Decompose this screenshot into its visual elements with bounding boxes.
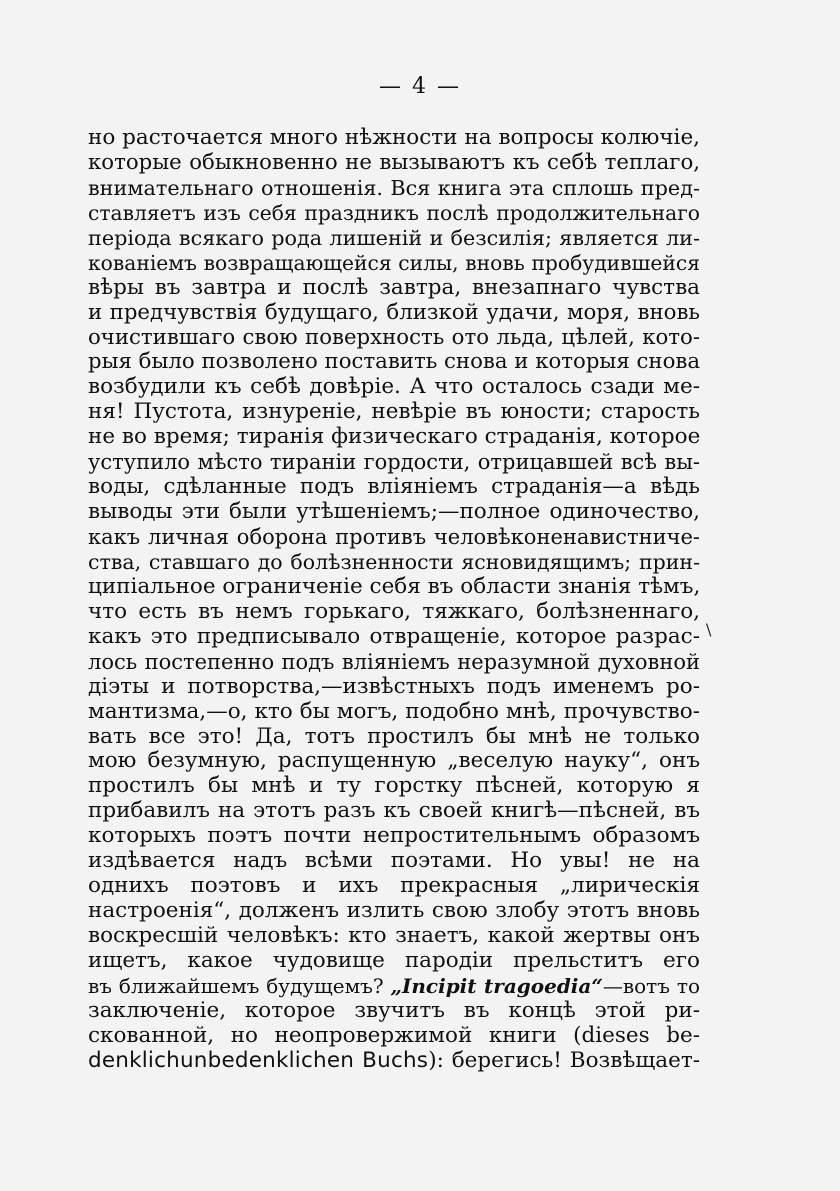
text-line: какъ это предписывало отвращеніе, которое разрас- xyxy=(88,623,700,649)
text-line: скованной, но неопровержимой книги (dieses be- xyxy=(88,1022,700,1048)
text-line: настроенія“, долженъ излить свою злобу этотъ вновь xyxy=(88,898,700,924)
text-line: діэты и потворства,—извѣстныхъ подъ именемъ ро- xyxy=(88,673,700,699)
text-line: уступило мѣсто тираніи гордости, отрицавшей всѣ вы- xyxy=(88,450,700,475)
text-line: ищетъ, какое чудовище пародіи прельститъ его xyxy=(88,947,700,973)
gothic-german-text: denklichunbedenklichen Buchs xyxy=(88,1047,429,1073)
text-line: лось постепенно подъ вліяніемъ неразумной духовной xyxy=(88,649,700,674)
text-fragment: —вотъ то xyxy=(602,973,700,998)
text-line: какъ личная оборона противъ человѣконенавистниче- xyxy=(88,525,700,549)
text-line: простилъ бы мнѣ и ту горстку пѣсней, которую я xyxy=(88,773,700,799)
text-line: но расточается много нѣжности на вопросы колючіе, xyxy=(88,125,700,150)
text-line: что есть въ немъ горькаго, тяжкаго, болѣзненнаго, xyxy=(88,598,700,624)
text-line xyxy=(88,974,700,999)
text-line: вѣры въ завтра и послѣ завтра, внезапнаго чувства xyxy=(88,274,700,300)
margin-mark: \ xyxy=(706,620,712,639)
text-line: издѣвается надъ всѣми поэтами. Но увы! не на xyxy=(88,848,700,874)
page-number: — 4 — xyxy=(379,74,461,99)
text-line: ства, ставшаго до болѣзненности ясновидящимъ; прин- xyxy=(88,549,700,574)
text-line: не во время; тиранія физическаго страданія, которое xyxy=(88,424,701,450)
italic-quote: „Incipit tragoedia“ xyxy=(390,973,603,998)
text-line: мантизма,—о, кто бы могъ, подобно мнѣ, прочувство- xyxy=(88,698,700,724)
text-line: періода всякаго рода лишеній и безсилія; является ли- xyxy=(88,225,700,250)
text-line: внимательнаго отношенія. Вся книга эта сплошь пред- xyxy=(88,175,700,200)
text-line: очистившаго свою поверхность ото льда, цѣлей, кото- xyxy=(88,324,700,350)
text-line: возбудили къ себѣ довѣріе. А что осталось сзади ме- xyxy=(88,374,700,400)
text-line: ципіальное ограниченіе себя въ области знанія тѣмъ, xyxy=(88,573,701,599)
text-line: ня! Пустота, изнуреніе, невѣріе въ юности; старость xyxy=(88,399,700,425)
text-line: и предчувствія будущаго, близкой удачи, моря, вновь xyxy=(88,299,700,325)
text-line: однихъ поэтовъ и ихъ прекрасныя „лирическія xyxy=(88,873,700,899)
text-line: которыхъ поэтъ почти непростительнымъ образомъ xyxy=(88,823,700,849)
text-fragment: въ ближайшемъ будущемъ? xyxy=(88,973,391,998)
text-line: воды, сдѣланные подъ вліяніемъ страданія—а вѣдь xyxy=(88,474,700,500)
text-line: выводы эти были утѣшеніемъ;—полное одиночество, xyxy=(88,499,700,525)
body-text xyxy=(88,126,700,1074)
text-line: которые обыкновенно не вызываютъ къ себѣ теплаго, xyxy=(88,149,700,175)
text-line: ставляетъ изъ себя праздникъ послѣ продолжительнаго xyxy=(88,200,700,225)
text-line: вать все это! Да, тотъ простилъ бы мнѣ не только xyxy=(88,723,700,749)
text-line: воскресшій человѣкъ: кто знаетъ, какой жертвы онъ xyxy=(88,923,700,948)
text-line: мою безумную, распущенную „веселую науку“, онъ xyxy=(88,748,700,774)
text-fragment: ): берегись! Возвѣщает- xyxy=(428,1047,700,1073)
text-line xyxy=(88,1049,700,1074)
text-line: прибавилъ на этотъ разъ къ своей книгѣ—пѣсней, въ xyxy=(88,798,700,824)
text-line: рыя было позволено поставить снова и которыя снова xyxy=(88,349,700,375)
text-line: заключеніе, которое звучитъ въ концѣ этой ри- xyxy=(88,997,700,1023)
text-line: кованіемъ возвращающейся силы, вновь пробудившейся xyxy=(88,250,700,275)
